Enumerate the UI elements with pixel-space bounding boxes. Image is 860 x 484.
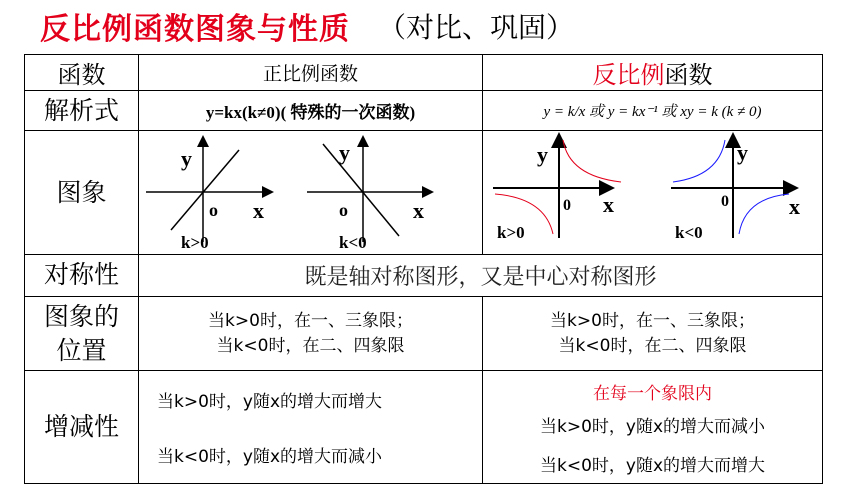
y-label-3: y bbox=[536, 141, 548, 167]
mono-direct-line2: 当k<0时，y随x的增大而减小 bbox=[157, 447, 383, 468]
header-inverse bbox=[483, 55, 823, 91]
position-direct-line1: 当k>0时，在一、三象限； bbox=[208, 310, 413, 331]
position-label bbox=[25, 297, 139, 371]
symmetry-row bbox=[25, 254, 823, 296]
position-direct bbox=[139, 297, 483, 371]
direct-graphs bbox=[141, 132, 481, 250]
header-row bbox=[25, 55, 823, 91]
x-label-4: x bbox=[788, 193, 800, 219]
k-neg-label-4: k<0 bbox=[674, 222, 703, 242]
x-label-2: x bbox=[412, 197, 424, 223]
x-label-3: x bbox=[602, 191, 614, 217]
mono-inverse-line2: 当k<0时，y随x的增大而增大 bbox=[539, 455, 766, 476]
header-function: 函数 bbox=[25, 55, 139, 91]
header-inverse-black: 函数 bbox=[664, 61, 713, 90]
position-inverse-line1: 当k>0时，在一、三象限； bbox=[550, 310, 755, 331]
mono-inverse-line1: 当k>0时，y随x的增大而减小 bbox=[539, 416, 766, 437]
position-label-line1: 图象的 bbox=[43, 301, 119, 331]
symmetry-label: 对称性 bbox=[25, 254, 139, 296]
y-label-1: y bbox=[180, 145, 192, 171]
x-label-1: x bbox=[252, 197, 264, 223]
origin-label-1: o bbox=[208, 199, 218, 220]
formula-inverse: y = k/x 或 y = kx⁻¹ 或 xy = k (k ≠ 0) bbox=[483, 91, 823, 131]
position-direct-line2: 当k<0时，在二、四象限 bbox=[216, 335, 405, 356]
monotonicity-label: 增减性 bbox=[25, 371, 139, 484]
graph-inverse-cell bbox=[483, 131, 823, 255]
origin-label-4: 0 bbox=[720, 192, 729, 210]
hyperbola-q1 bbox=[563, 140, 621, 182]
y-label-4: y bbox=[736, 139, 748, 165]
formula-label: 解析式 bbox=[25, 91, 139, 131]
formula-row bbox=[25, 91, 823, 131]
line-k-neg bbox=[323, 144, 399, 236]
title-row bbox=[40, 2, 574, 50]
monotonicity-row bbox=[25, 371, 823, 484]
formula-direct: y=kx(k≠0)( 特殊的一次函数) bbox=[139, 91, 483, 131]
monotonicity-inverse bbox=[483, 371, 823, 484]
position-inverse-line2: 当k<0时，在二、四象限 bbox=[558, 335, 747, 356]
page-subtitle: （对比、巩固） bbox=[378, 11, 575, 44]
mono-inverse-note: 在每一个象限内 bbox=[593, 383, 712, 404]
inverse-graphs bbox=[485, 132, 821, 250]
graph-row bbox=[25, 131, 823, 255]
graph-direct-cell bbox=[139, 131, 483, 255]
position-label-line2: 位置 bbox=[56, 335, 107, 365]
y-label-2: y bbox=[338, 139, 350, 165]
page-title: 反比例函数图象与性质 bbox=[40, 12, 350, 47]
hyperbola-q2 bbox=[673, 140, 725, 182]
k-pos-label-1: k>0 bbox=[180, 232, 209, 250]
graph-label: 图象 bbox=[25, 131, 139, 255]
position-inverse bbox=[483, 297, 823, 371]
monotonicity-direct bbox=[139, 371, 483, 484]
k-pos-label-3: k>0 bbox=[496, 222, 525, 242]
origin-label-2: o bbox=[338, 199, 348, 220]
position-row bbox=[25, 297, 823, 371]
header-inverse-red: 反比例 bbox=[592, 61, 665, 90]
hyperbola-q4 bbox=[739, 194, 789, 234]
comparison-table bbox=[24, 54, 823, 484]
origin-label-3: 0 bbox=[562, 196, 571, 214]
k-neg-label-2: k<0 bbox=[338, 232, 367, 250]
mono-direct-line1: 当k>0时，y随x的增大而增大 bbox=[157, 392, 383, 413]
symmetry-text: 既是轴对称图形，又是中心对称图形 bbox=[139, 254, 823, 296]
header-direct: 正比例函数 bbox=[139, 55, 483, 91]
